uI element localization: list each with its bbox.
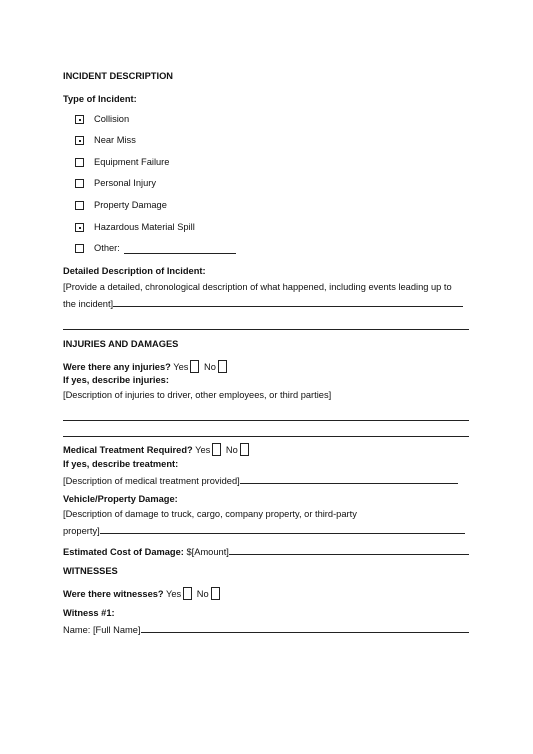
witnesses-section-title: WITNESSES <box>63 566 118 576</box>
medical-treatment-row <box>63 443 251 456</box>
checkbox[interactable] <box>75 201 84 210</box>
option-label: Collision <box>94 114 130 124</box>
describe-treatment-label: If yes, describe treatment: <box>63 459 179 469</box>
cost-blank[interactable] <box>229 545 469 555</box>
option-label: Property Damage <box>94 200 167 210</box>
treatment-blank[interactable] <box>240 474 458 484</box>
option-label: Hazardous Material Spill <box>94 222 195 232</box>
medical-no-checkbox[interactable] <box>240 443 249 456</box>
detailed-description-line2: the incident] <box>63 297 463 310</box>
checkbox[interactable] <box>75 158 84 167</box>
injuries-yes-label: Yes <box>173 362 189 372</box>
witnesses-question-row <box>63 587 222 600</box>
vehicle-damage-line2: property] <box>63 524 465 537</box>
option-label: Equipment Failure <box>94 157 170 167</box>
vehicle-damage-line1: [Description of damage to truck, cargo, company property, or third-party <box>63 509 357 519</box>
option-label: Other: <box>94 243 120 253</box>
option-label: Personal Injury <box>94 178 157 188</box>
option-equipment-failure[interactable] <box>75 157 169 168</box>
injuries-no-checkbox[interactable] <box>218 360 227 373</box>
injuries-no-label: No <box>204 362 216 372</box>
option-personal-injury[interactable] <box>75 178 156 189</box>
injuries-line-1[interactable] <box>63 420 469 421</box>
option-hazardous-material-spill[interactable] <box>75 222 195 233</box>
injuries-line-2[interactable] <box>63 436 469 437</box>
option-property-damage[interactable] <box>75 200 167 211</box>
witness-name-row: Name: [Full Name] <box>63 623 469 636</box>
detailed-description-line1: [Provide a detailed, chronological description of what happened, including events leading up to <box>63 282 452 292</box>
option-collision[interactable] <box>75 114 129 125</box>
medical-yes-label: Yes <box>195 445 211 455</box>
witness-name-blank[interactable] <box>141 623 469 633</box>
witness-1-label: Witness #1: <box>63 608 115 618</box>
witnesses-yes-label: Yes <box>166 589 182 599</box>
checkbox[interactable] <box>75 179 84 188</box>
injuries-question: Were there any injuries? <box>63 362 171 372</box>
detailed-description-label: Detailed Description of Incident: <box>63 266 206 276</box>
description-blank[interactable] <box>113 297 463 307</box>
checkbox[interactable] <box>75 115 84 124</box>
describe-treatment-row: [Description of medical treatment provided] <box>63 474 458 487</box>
checkbox[interactable] <box>75 136 84 145</box>
witnesses-no-checkbox[interactable] <box>211 587 220 600</box>
checkbox[interactable] <box>75 244 84 253</box>
option-near-miss[interactable] <box>75 135 136 146</box>
checkbox[interactable] <box>75 223 84 232</box>
witnesses-yes-checkbox[interactable] <box>183 587 192 600</box>
medical-no-label: No <box>225 445 238 455</box>
witnesses-question: Were there witnesses? <box>63 589 164 599</box>
description-extra-line[interactable] <box>63 329 469 330</box>
incident-section-title: INCIDENT DESCRIPTION <box>63 71 174 81</box>
estimated-cost-value: $[Amount] <box>186 547 229 557</box>
estimated-cost-label: Estimated Cost of Damage: <box>63 547 184 557</box>
injuries-yes-checkbox[interactable] <box>190 360 199 373</box>
option-label: Near Miss <box>94 135 136 145</box>
option-other[interactable] <box>75 243 236 254</box>
medical-yes-checkbox[interactable] <box>212 443 221 456</box>
type-of-incident-label: Type of Incident: <box>63 94 137 104</box>
estimated-cost-row <box>63 545 469 558</box>
describe-injuries-label: If yes, describe injuries: <box>63 375 169 385</box>
medical-treatment-question: Medical Treatment Required? <box>63 445 193 455</box>
injuries-question-row <box>63 360 229 373</box>
other-blank[interactable] <box>124 244 236 254</box>
vehicle-damage-label: Vehicle/Property Damage: <box>63 494 178 504</box>
describe-injuries-text: [Description of injuries to driver, other employees, or third parties] <box>63 390 332 400</box>
vehicle-damage-blank[interactable] <box>100 524 465 534</box>
injuries-section-title: INJURIES AND DAMAGES <box>63 339 179 349</box>
witnesses-no-label: No <box>196 589 209 599</box>
